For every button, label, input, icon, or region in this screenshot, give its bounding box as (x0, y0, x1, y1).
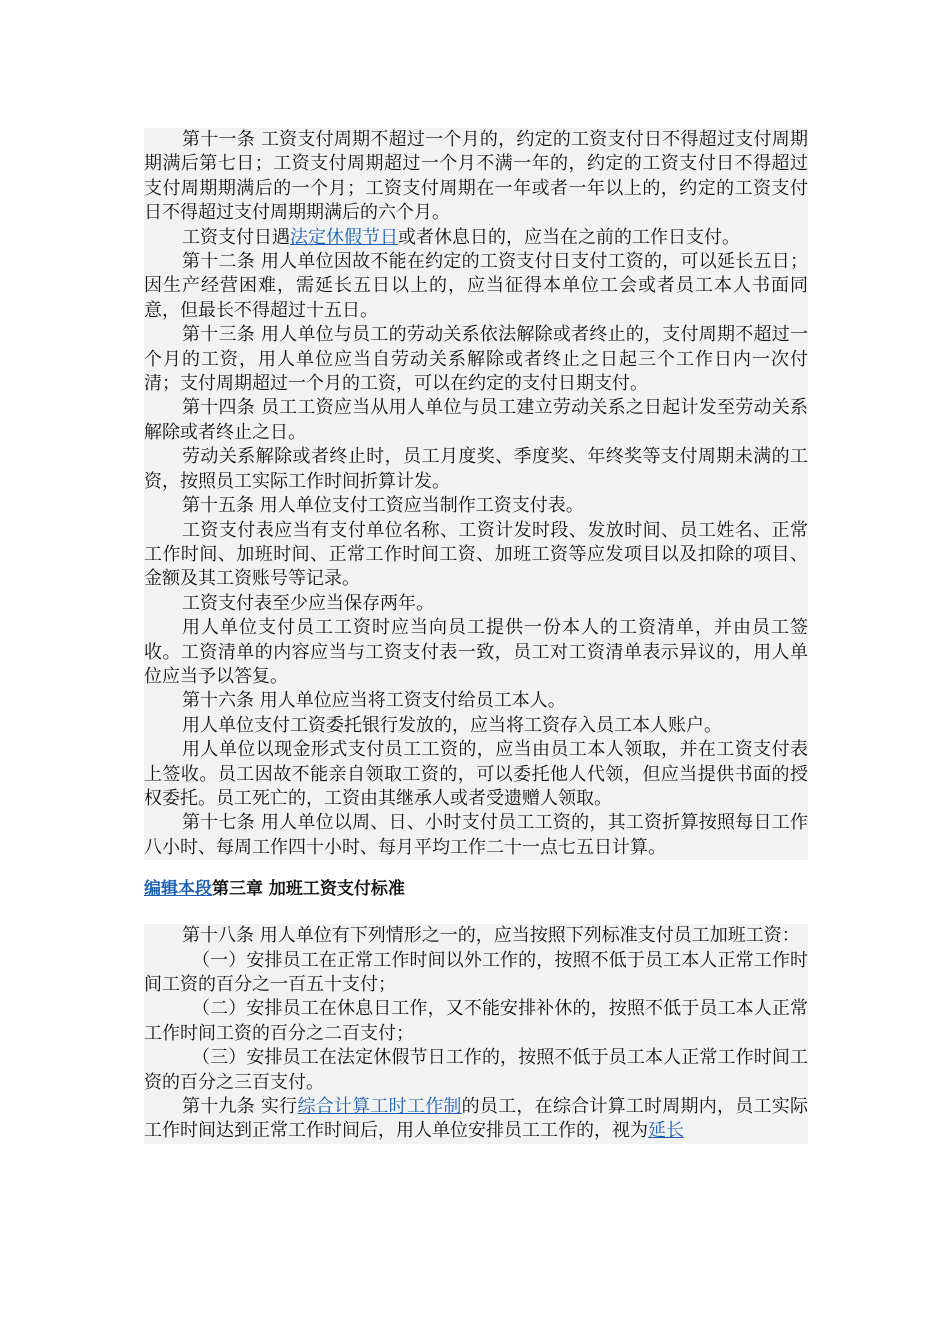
article-12: 第十二条 用人单位因故不能在约定的工资支付日支付工资的，可以延长五日；因生产经营困难，需延长五日以上的，应当征得本单位工会或者员工本人书面同意，但最长不得超过十五日。 (144, 251, 808, 321)
article-15: 第十五条 用人单位支付工资应当制作工资支付表。 (182, 495, 584, 517)
article-18-item-1: （一）安排员工在正常工作时间以外工作的，按照不低于员工本人正常工作时间工资的百分之一百五十支付； (144, 949, 808, 995)
chapter-title: 第三章 加班工资支付标准 (212, 879, 405, 900)
chapter-three-heading (144, 860, 808, 918)
article-15-para-2: 工资支付表应当有支付单位名称、工资计发时段、发放时间、员工姓名、正常工作时间、加班时间、正常工作时间工资、加班工资等应发项目以及扣除的项目、金额及其工资账号等记录。 (144, 519, 808, 590)
article-15-para-4: 用人单位支付员工工资时应当向员工提供一份本人的工资清单，并由员工签收。工资清单的内容应当与工资支付表一致，员工对工资清单表示异议的，用人单位应当予以答复。 (144, 617, 808, 687)
article-18: 第十八条 用人单位有下列情形之一的，应当按照下列标准支付员工加班工资： (182, 925, 800, 947)
article-14: 第十四条 员工工资应当从用人单位与员工建立劳动关系之日起计发至劳动关系解除或者终止之日。 (144, 397, 808, 443)
article-11-holiday-rule (144, 226, 808, 250)
article-16-para-2: 用人单位支付工资委托银行发放的，应当将工资存入员工本人账户。 (182, 714, 722, 736)
link-comprehensive-working-hours[interactable]: 综合计算工时工作制 (297, 1096, 462, 1118)
article-16: 第十六条 用人单位应当将工资支付给员工本人。 (182, 690, 566, 712)
document-page (144, 128, 808, 1144)
article-15-para-3: 工资支付表至少应当保存两年。 (182, 592, 434, 614)
article-16-para-3: 用人单位以现金形式支付员工工资的，应当由员工本人领取，并在工资支付表上签收。员工因故不能亲自领取工资的，可以委托他人代领，但应当提供书面的授权委托。员工死亡的，工资由其继承人或者受遗赠人领取。 (144, 739, 808, 809)
text-segment: 第十九条 实行 (182, 1096, 298, 1118)
article-19 (144, 1095, 808, 1144)
text-segment: 的员工，在综合计算工时周期内，员工实际工作时间达到正常工作时间后，用人单位安排员工工作的，视为 (144, 1096, 808, 1142)
article-11: 第十一条 工资支付周期不超过一个月的，约定的工资支付日不得超过支付周期期满后第七日；工资支付周期超过一个月不满一年的，约定的工资支付日不得超过支付周期期满后的一个月；工资支付周期在一年或者一年以上的，约定的工资支付日不得超过支付周期期满后的六个月。 (144, 129, 808, 224)
text-segment: 或者休息日的，应当在之前的工作日支付。 (398, 226, 740, 248)
article-18-item-2: （二）安排员工在休息日工作，又不能安排补休的，按照不低于员工本人正常工作时间工资的百分之二百支付； (144, 998, 808, 1044)
text-segment: 工资支付日遇 (182, 226, 290, 248)
article-14-para-2: 劳动关系解除或者终止时，员工月度奖、季度奖、年终奖等支付周期未满的工资，按照员工实际工作时间折算计发。 (144, 446, 808, 492)
article-17: 第十七条 用人单位以周、日、小时支付员工工资的，其工资折算按照每日工作八小时、每周工作四十小时、每月平均工作二十一点七五日计算。 (144, 812, 808, 858)
link-extended[interactable]: 延长 (648, 1120, 684, 1142)
section-chapter-three (144, 924, 808, 1144)
section-chapter-two-tail (144, 128, 808, 860)
article-13: 第十三条 用人单位与员工的劳动关系依法解除或者终止的，支付周期不超过一个月的工资，用人单位应当自劳动关系解除或者终止之日起三个工作日内一次付清；支付周期超过一个月的工资，可以在约定的支付日期支付。 (144, 324, 808, 395)
link-statutory-holiday[interactable]: 法定休假节日 (290, 226, 398, 248)
edit-section-link[interactable]: 编辑本段 (144, 879, 212, 900)
article-18-item-3: （三）安排员工在法定休假节日工作的，按照不低于员工本人正常工作时间工资的百分之三百支付。 (144, 1047, 808, 1093)
